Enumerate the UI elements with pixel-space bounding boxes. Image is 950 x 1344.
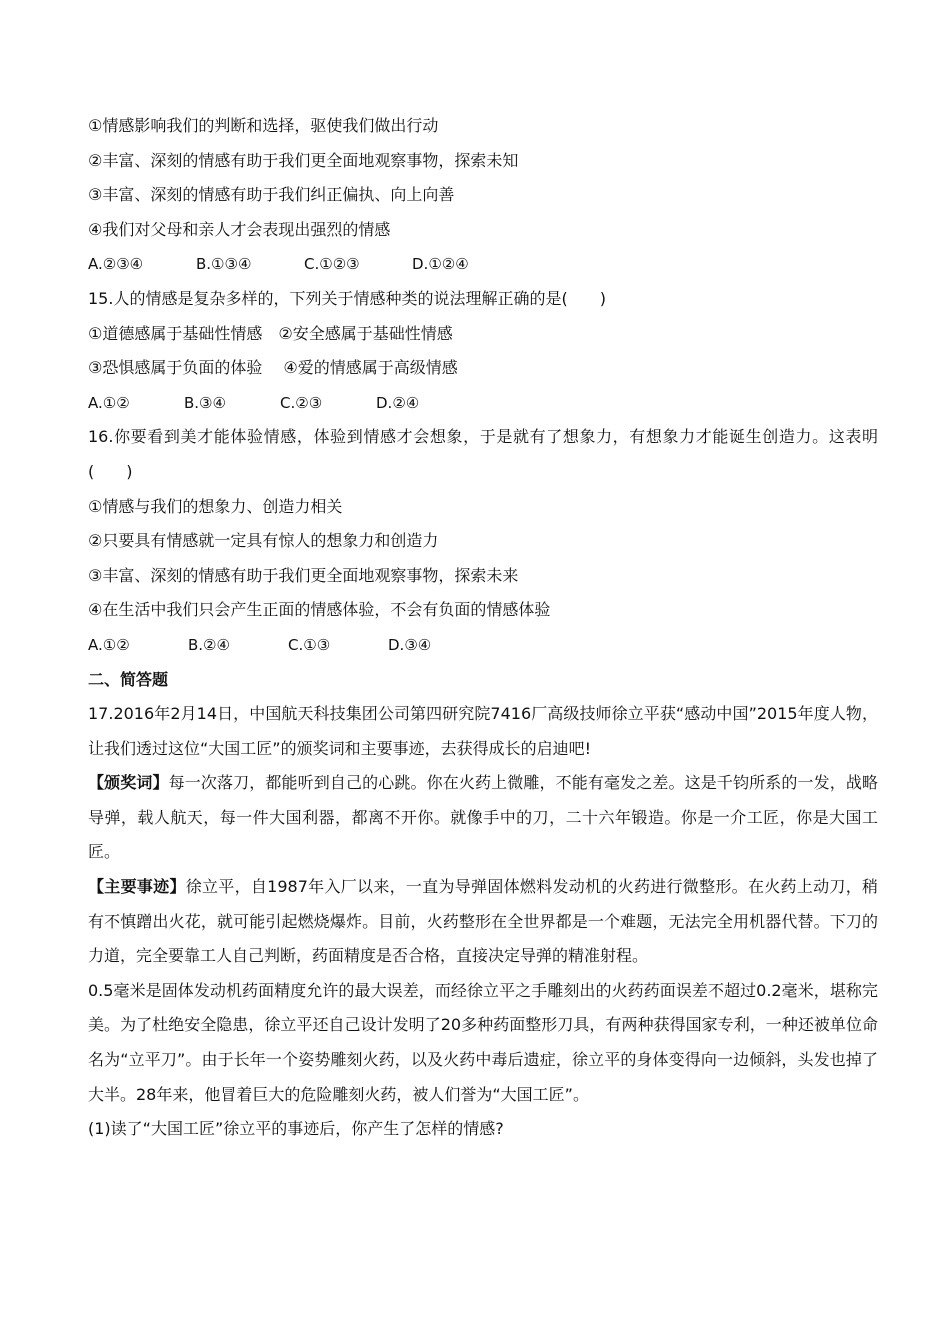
q17-deeds-paragraph (88, 870, 878, 974)
q15-option-b: B.③④ (184, 393, 226, 412)
q15-option-c: C.②③ (280, 393, 323, 412)
q14-option-a: A.②③④ (88, 255, 144, 274)
q16-option-a: A.①② (88, 635, 130, 654)
q17-paragraph-2: 0.5毫米是固体发动机药面精度允许的最大误差，而经徐立平之手雕刻出的火药药面误差不超过0.2毫米，堪称完美。为了杜绝安全隐患，徐立平还自己设计发明了20多种药面整形刀具，有两种获得国家专利，一种还被单位命名为“立平刀”。由于长年一个姿势雕刻火药，以及火药中毒后遗症，徐立平的身体变得向一边倾斜，头发也掉了大半。28年来，他冒着巨大的危险雕刻火药，被人们誉为“大国工匠”。 (88, 980, 878, 1104)
q17-subquestion-1: (1)读了“大国工匠”徐立平的事迹后，你产生了怎样的情感? (88, 1119, 504, 1139)
q16-item-3: ③丰富、深刻的情感有助于我们更全面地观察事物，探索未来 (88, 565, 519, 585)
q15-stem: 15.人的情感是复杂多样的，下列关于情感种类的说法理解正确的是( ) (88, 288, 606, 308)
q14-item-3: ③丰富、深刻的情感有助于我们纠正偏执、向上向善 (88, 185, 455, 205)
q17-deeds-label: 【主要事迹】 (88, 877, 186, 897)
q16-item-2: ②只要具有情感就一定具有惊人的想象力和创造力 (88, 531, 439, 551)
q17-deeds-text: 徐立平，自1987年入厂以来，一直为导弹固体燃料发动机的火药进行微整形。在火药上动刀，稍有不慎蹭出火花，就可能引起燃烧爆炸。目前，火药整形在全世界都是一个难题，无法完全用机器代替。下刀的力道，完全要靠工人自己判断，药面精度是否合格，直接决定导弹的精准射程。 (88, 877, 878, 966)
document-page (88, 109, 878, 1147)
q14-item-2: ②丰富、深刻的情感有助于我们更全面地观察事物，探索未知 (88, 150, 519, 170)
q16-option-d: D.③④ (388, 635, 432, 654)
q14-option-d: D.①②④ (412, 255, 469, 274)
q14-option-b: B.①③④ (196, 255, 252, 274)
q17-award-label: 【颁奖词】 (88, 773, 169, 793)
q16-stem: 16.你要看到美才能体验情感，体验到情感才会想象，于是就有了想象力，有想象力才能诞生创造力。这表明( ) (88, 427, 878, 481)
q16-option-c: C.①③ (288, 635, 331, 654)
q14-item-4: ④我们对父母和亲人才会表现出强烈的情感 (88, 219, 391, 239)
q17-award-text: 每一次落刀，都能听到自己的心跳。你在火药上微雕，不能有毫发之差。这是千钧所系的一发，战略导弹，载人航天，每一件大国利器，都离不开你。就像手中的刀，二十六年锻造。你是一介工匠，你是大国工匠。 (88, 773, 878, 862)
q15-option-a: A.①② (88, 393, 130, 412)
q15-item-2: ③恐惧感属于负面的体验 ④爱的情感属于高级情感 (88, 358, 458, 378)
q16-item-4: ④在生活中我们只会产生正面的情感体验，不会有负面的情感体验 (88, 600, 551, 620)
q17-intro: 17.2016年2月14日，中国航天科技集团公司第四研究院7416厂高级技师徐立平获“感动中国”2015年度人物，让我们透过这位“大国工匠”的颁奖词和主要事迹，去获得成长的启迪吧! (88, 704, 878, 758)
section-heading: 二、简答题 (88, 669, 169, 689)
q14-options (88, 247, 878, 282)
q16-option-b: B.②④ (188, 635, 230, 654)
q15-options (88, 386, 878, 421)
q17-award-paragraph (88, 766, 878, 870)
q15-option-d: D.②④ (376, 393, 420, 412)
q16-options (88, 628, 878, 663)
q14-option-c: C.①②③ (304, 255, 360, 274)
q15-item-1: ①道德感属于基础性情感 ②安全感属于基础性情感 (88, 323, 453, 343)
q16-item-1: ①情感与我们的想象力、创造力相关 (88, 496, 343, 516)
q14-item-1: ①情感影响我们的判断和选择，驱使我们做出行动 (88, 116, 439, 135)
